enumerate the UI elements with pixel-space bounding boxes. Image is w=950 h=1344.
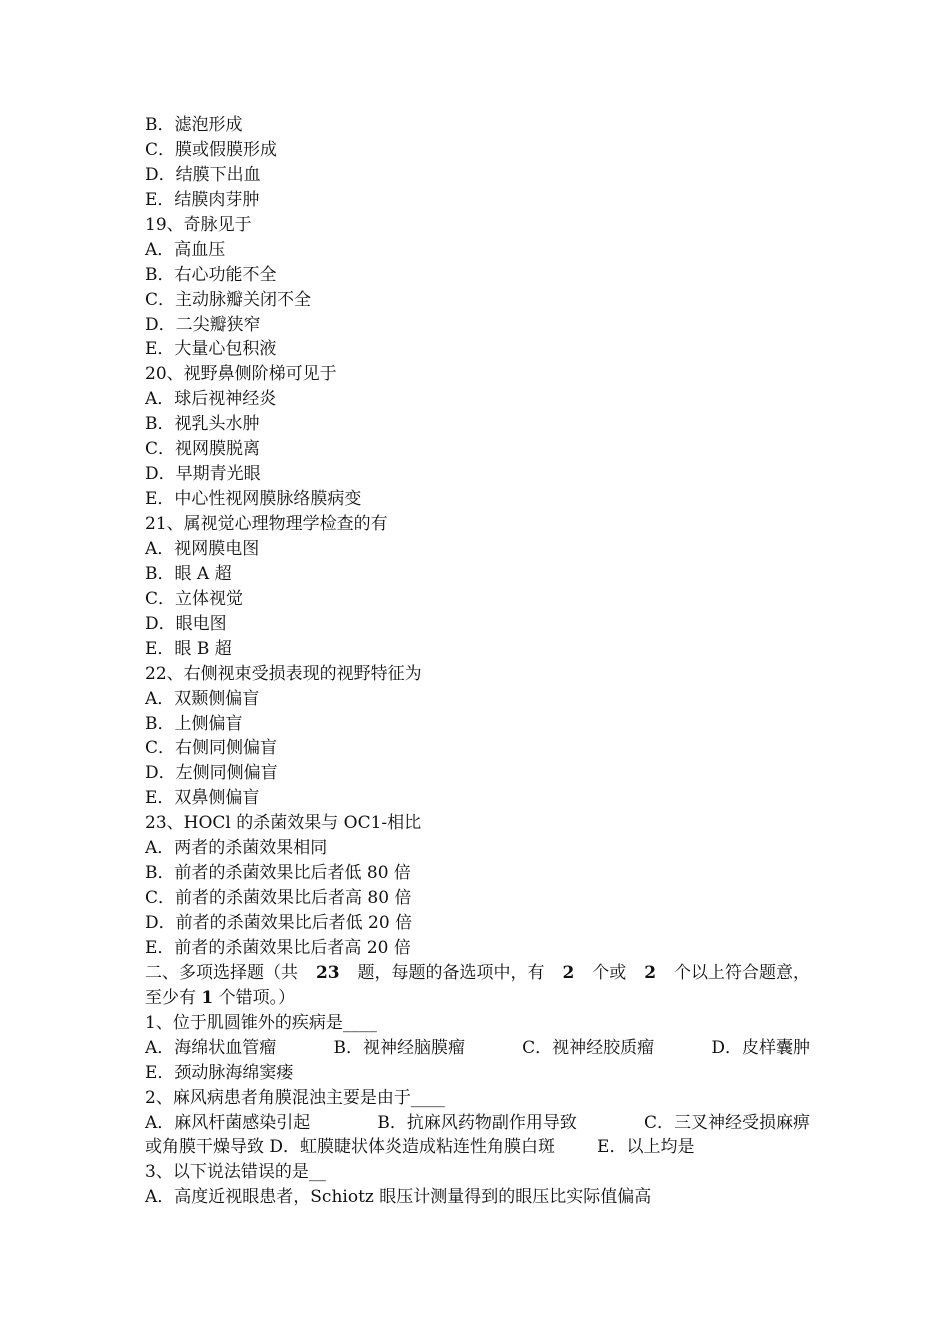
option-line: B．视乳头水肿 (145, 414, 260, 435)
option-line: C．主动脉瓣关闭不全 (145, 289, 312, 310)
option-line: B．右心功能不全 (145, 264, 277, 285)
option-line: D．眼电图 (145, 613, 227, 634)
option-d: D．皮样囊肿 (711, 1037, 810, 1058)
option-line: A．高血压 (145, 239, 226, 260)
question-stem: 19、奇脉见于 (145, 214, 252, 235)
question-stem: 21、属视觉心理物理学检查的有 (145, 514, 388, 534)
option-row (145, 1135, 810, 1160)
option-line: D．前者的杀菌效果比后者低 20 倍 (145, 913, 413, 933)
section-heading-part: 个或 (592, 962, 627, 983)
option-line: A．球后视神经炎 (145, 389, 277, 410)
option-c: C．视神经胶质瘤 (522, 1037, 655, 1058)
question-stem: 22、右侧视束受损表现的视野特征为 (145, 663, 422, 684)
option-line: E．大量心包积液 (145, 339, 277, 360)
option-line: D．二尖瓣狭窄 (145, 314, 261, 335)
section-heading (145, 961, 810, 986)
option-line: D．早期青光眼 (145, 464, 261, 485)
option-line: E．前者的杀菌效果比后者高 20 倍 (145, 937, 411, 958)
option-line: C．立体视觉 (145, 588, 244, 609)
option-e: E．颈动脉海绵窦瘘 (145, 1062, 294, 1083)
option-line: D．左侧同侧偏盲 (145, 763, 278, 784)
section-heading-part: 个错项。） (213, 987, 296, 1008)
option-b: B．视神经脑膜瘤 (333, 1037, 465, 1058)
option-line: B．前者的杀菌效果比后者低 80 倍 (145, 863, 411, 884)
document-body (145, 113, 810, 1210)
option-line: B．上侧偏盲 (145, 713, 243, 734)
section-heading-part: 个以上符合题意， (673, 962, 810, 983)
option-line: C．膜或假膜形成 (145, 139, 278, 160)
min-wrong-count: 1 (201, 987, 214, 1008)
option-line: C．前者的杀菌效果比后者高 80 倍 (145, 888, 412, 909)
option-a: A．麻风杆菌感染引起 (145, 1112, 311, 1133)
option-line: B．眼 A 超 (145, 563, 232, 584)
option-c: C．三叉神经受损麻痹 (643, 1112, 810, 1133)
min-correct-count: 2 (644, 962, 657, 983)
option-b: B．抗麻风药物副作用导致 (377, 1112, 577, 1133)
question-stem: 2、麻风病患者角膜混浊主要是由于____ (145, 1087, 445, 1108)
question-stem: 1、位于肌圆锥外的疾病是____ (145, 1012, 377, 1033)
option-line: E．中心性视网膜脉络膜病变 (145, 489, 362, 510)
option-line: A．双颞侧偏盲 (145, 688, 260, 709)
section-heading-part: 二、多项选择题（共 (145, 962, 298, 983)
option-line: E．眼 B 超 (145, 638, 232, 659)
option-a: A．高度近视眼患者，Schiotz 眼压计测量得到的眼压比实际值偏高 (145, 1187, 652, 1208)
section-heading-part: 题，每题的备选项中，有 (357, 962, 545, 983)
section-heading-part: 至少有 (145, 987, 202, 1008)
option-line: A．视网膜电图 (145, 538, 260, 559)
question-stem: 3、以下说法错误的是__ (145, 1162, 326, 1183)
option-row (145, 1111, 810, 1136)
question-stem: 20、视野鼻侧阶梯可见于 (145, 364, 337, 385)
option-continuation: 或角膜干燥导致 D．虹膜睫状体炎造成粘连性角膜白斑 (145, 1137, 556, 1158)
option-line: D．结膜下出血 (145, 164, 261, 185)
section-heading-cont (145, 986, 810, 1011)
option-line: C．视网膜脱离 (145, 439, 261, 460)
option-e: E．以上均是 (597, 1137, 695, 1158)
option-line: E．结膜肉芽肿 (145, 189, 260, 210)
option-line: E．双鼻侧偏盲 (145, 788, 260, 809)
question-stem: 23、HOCl 的杀菌效果与 OC1-相比 (145, 813, 422, 834)
min-correct-count: 2 (562, 962, 575, 983)
option-row (145, 1036, 810, 1061)
question-count: 23 (315, 962, 340, 983)
option-a: A．海绵状血管瘤 (145, 1037, 277, 1058)
option-line: B．滤泡形成 (145, 115, 243, 135)
option-line: C．右侧同侧偏盲 (145, 738, 278, 759)
option-line: A．两者的杀菌效果相同 (145, 838, 328, 859)
